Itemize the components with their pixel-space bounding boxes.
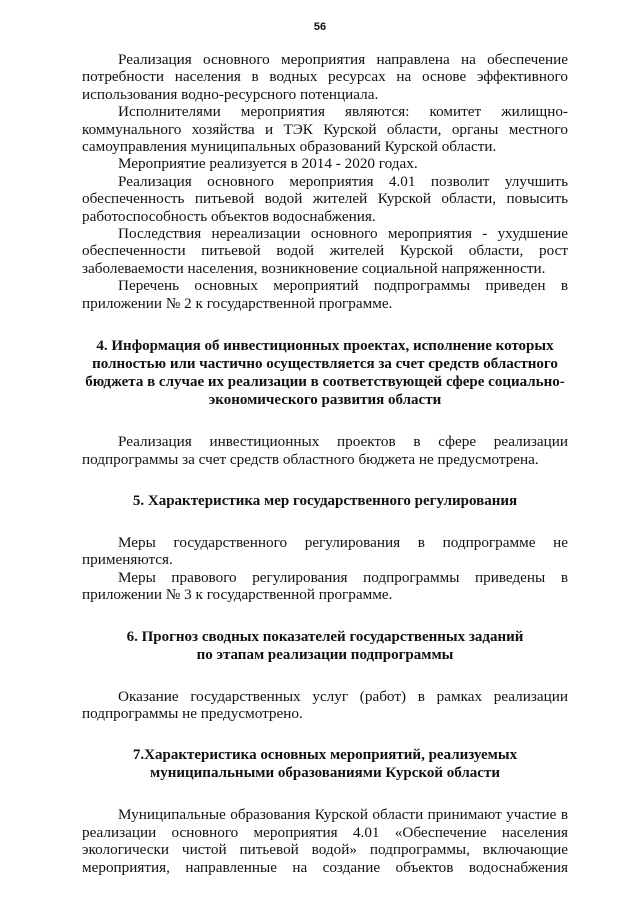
paragraph-executors: Исполнителями мероприятия являются: комитет жилищно-коммунального хозяйства и ТЭК Курской области, органы местного самоуправления муниципальных образований Курской области. xyxy=(82,103,568,156)
paragraph-outcome: Реализация основного мероприятия 4.01 позволит улучшить обеспеченность питьевой водой жителей Курской области, повысить работоспособность объектов водоснабжения. xyxy=(82,172,568,225)
section-6-heading-line-1: 6. Прогноз сводных показателей государственных заданий xyxy=(126,628,524,645)
section-5-paragraph-1: Меры государственного регулирования в подпрограмме не применяются. xyxy=(82,533,568,569)
section-7-heading-line-1: 7.Характеристика основных мероприятий, реализуемых xyxy=(132,747,518,764)
section-4-heading: 4. Информация об инвестиционных проектах, исполнение которых полностью или частично осуществляется за счет средств областного бюджета в случае их реализации в соответствующей сфере социально-экономического развития области xyxy=(85,338,565,409)
section-5-heading: 5. Характеристика мер государственного регулирования xyxy=(132,492,518,509)
page-body xyxy=(82,51,568,876)
paragraph-list-reference: Перечень основных мероприятий подпрограммы приведен в приложении № 2 к государственной программе. xyxy=(82,277,568,312)
section-7-heading-line-2: муниципальными образованиями Курской области xyxy=(150,765,500,782)
paragraph-purpose: Реализация основного мероприятия направлена на обеспечение потребности населения в водных ресурсах на основе эффективного использования водно-ресурсного потенциала. xyxy=(82,51,568,103)
section-6-paragraph: Оказание государственных услуг (работ) в рамках реализации подпрограммы не предусмотрено. xyxy=(82,687,568,722)
section-5-paragraph-2: Меры правового регулирования подпрограммы приведены в приложении № 3 к государственной программе. xyxy=(82,568,568,604)
paragraph-period: Мероприятие реализуется в 2014 - 2020 годах. xyxy=(118,155,418,173)
paragraph-consequences: Последствия нереализации основного мероприятия - ухудшение обеспеченности питьевой водой жителей Курской области, рост заболеваемости населения, возникновение социальной напряженности. xyxy=(82,225,568,277)
section-6-heading-line-2: по этапам реализации подпрограммы xyxy=(196,646,454,663)
page-number: 56 xyxy=(313,21,327,33)
section-4-paragraph: Реализация инвестиционных проектов в сфере реализации подпрограммы за счет средств областного бюджета не предусмотрена. xyxy=(82,433,568,468)
section-7-paragraph: Муниципальные образования Курской области принимают участие в реализации основного мероприятия 4.01 «Обеспечение населения экологически чистой питьевой водой» подпрограммы, включающие мероприятия, направленные на создание объектов водоснабжения xyxy=(82,806,568,876)
